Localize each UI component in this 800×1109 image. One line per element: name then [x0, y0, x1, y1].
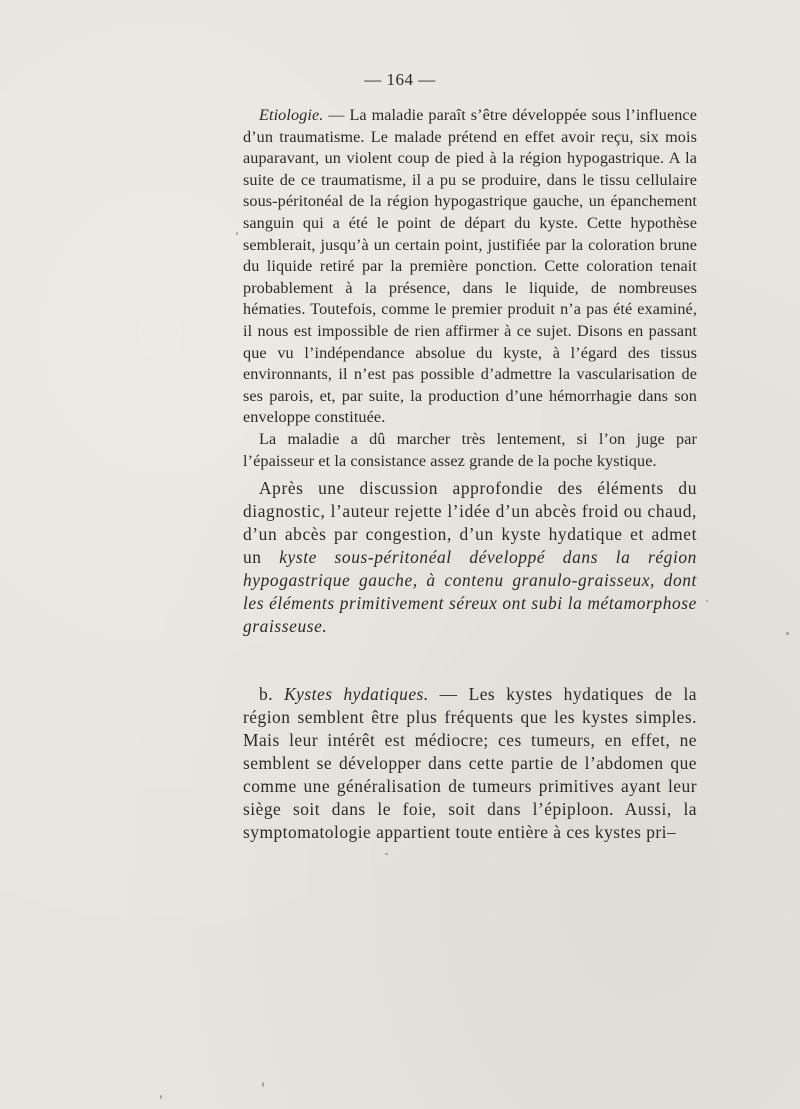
section-b-label: b. [259, 684, 285, 704]
etiology-heading: Etiologie. [259, 106, 324, 124]
section-b-text: Les kystes hydatiques de la région semblent être plus fréquents que les kystes simples. Mais leur intérêt est médiocre; ces tumeurs, en effet, ne semblent se développer dans cette partie de l’abdomen que comme une généralisation de tumeurs primitives ayant leur siège soit dans le foie, soit dans l’épiploon. Aussi, la symptomatologie appartient toute entière à ces kystes pri– [243, 684, 697, 842]
hydatid-cysts-section [243, 683, 697, 844]
page-number: — 164 — [364, 70, 436, 89]
paper-speck [160, 1095, 162, 1099]
etiology-dash: — [323, 106, 350, 124]
conclusion-italic-text: kyste sous-péritonéal développé dans la région hypogastrique gauche, à contenu granulo-graisseux, dont les éléments primitivement séreux ont subi la métamorphose graisseuse. [243, 547, 697, 636]
section-b-dash: — [428, 684, 469, 704]
etiology-paragraph-1 [243, 105, 697, 429]
etiology-section [243, 105, 697, 472]
paper-speck [262, 1082, 264, 1087]
section-b-title: Kystes hydatiques. [284, 684, 429, 704]
paper-speck [236, 232, 238, 235]
paper-speck [706, 600, 708, 602]
paper-speck [786, 632, 789, 635]
etiology-text-1: La maladie paraît s’être développée sous l’influence d’un traumatisme. Le malade prétend en effet avoir reçu, six mois auparavant, un violent coup de pied à la région hypogastrique. A la suite de ce traumatisme, il a pu se produire, dans le tissu cellulaire sous-péritonéal de la région hypogastrique gauche, un épanchement sanguin qui a été le point de départ du kyste. Cette hypothèse semblerait, jusqu’à un certain point, justifiée par la coloration brune du liquide retiré par la première ponction. Cette coloration tenait probablement à la présence, dans le liquide, de nombreuses hématies. Toutefois, comme le premier produit n’a pas été examiné, il nous est impossible de rien affirmer à ce sujet. Disons en passant que vu l’indépendance absolue du kyste, à l’égard des tissus environnants, il n’est pas possible d’admettre la vascularisation de ses parois, et, par suite, la production d’une hémorrhagie dans son enveloppe constituée. [243, 106, 697, 427]
paper-speck [385, 853, 388, 855]
conclusion-plain-text: Après une discussion approfondie des éléments du diagnostic, l’auteur rejette l’idée d’un abcès froid ou chaud, d’un abcès par congestion, d’un kyste hydatique et admet un [243, 478, 697, 567]
etiology-paragraph-2: La maladie a dû marcher très lentement, si l’on juge par l’épaisseur et la consistance assez grande de la poche kystique. [243, 429, 697, 470]
conclusion-paragraph [243, 477, 697, 638]
hydatid-paragraph [243, 683, 697, 844]
conclusion-section [243, 477, 697, 638]
